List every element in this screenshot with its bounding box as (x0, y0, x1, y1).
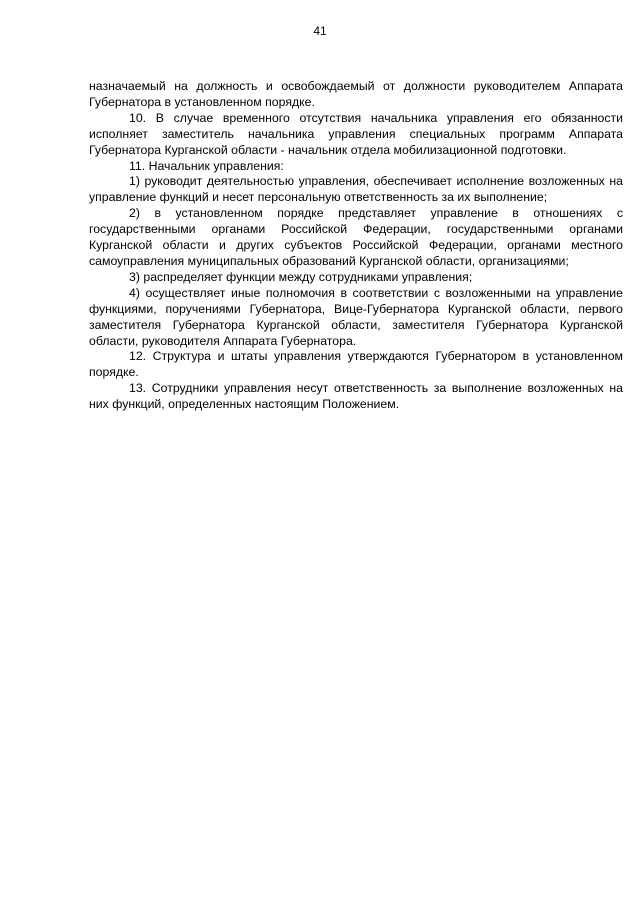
paragraph-11-item-4: 4) осуществляет иные полномочия в соответствии с возложенными на управление функциями, поручениями Губернатора, Вице-Губернатора Курганской области, первого заместителя Губернатора Курганской области, заместителя Губернатора Курганской области, руководителя Аппарата Губернатора. (89, 285, 623, 348)
paragraph-continuation: назначаемый на должность и освобождаемый от должности руководителем Аппарата Губернатора в установленном порядке. (89, 79, 623, 109)
paragraph-11-item-3: 3) распределяет функции между сотрудниками управления; (129, 269, 473, 284)
paragraph-11-heading: 11. Начальник управления: (129, 158, 284, 173)
page-number: 41 (313, 24, 327, 38)
paragraph-12: 12. Структура и штаты управления утверждаются Губернатором в установленном порядке. (89, 349, 623, 380)
paragraph-11-item-2: 2) в установленном порядке представляет управление в отношениях с государственными органами Российской Федерации, государственными органами Курганской области и других субъектов Российской Федерации, органами местного самоуправления муниципальных образований Курганской области, организациями; (89, 206, 623, 268)
paragraph-13: 13. Сотрудники управления несут ответственность за выполнение возложенных на них функций, определенных настоящим Положением. (89, 381, 623, 412)
document-body (89, 79, 623, 413)
paragraph-10: 10. В случае временного отсутствия начальника управления его обязанности исполняет заместитель начальника управления специальных программ Аппарата Губернатора Курганской области - начальник отдела мобилизационной подготовки. (89, 110, 623, 157)
paragraph-11-item-1: 1) руководит деятельностью управления, обеспечивает исполнение возложенных на управление функций и несет персональную ответственность за их выполнение; (89, 174, 623, 205)
